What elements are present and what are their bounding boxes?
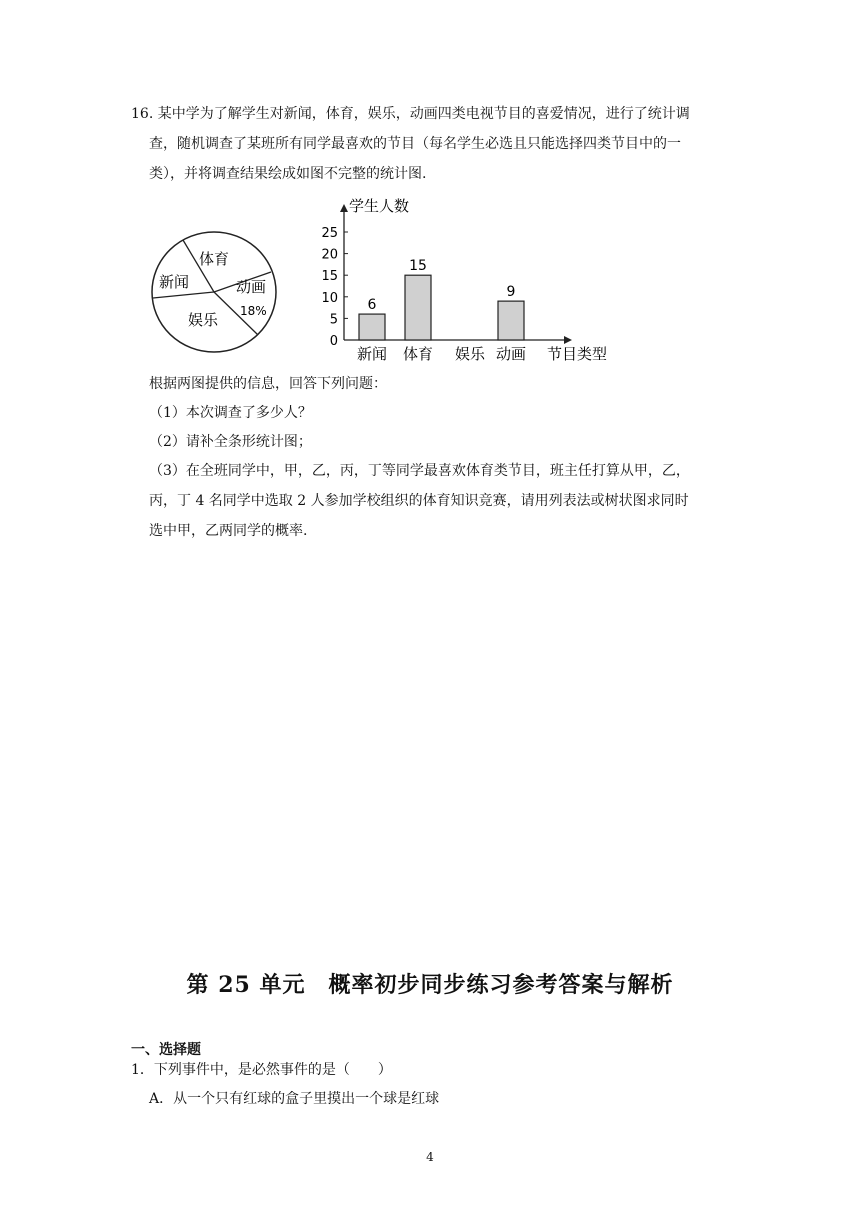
y-tick-label: 20 [321, 247, 338, 263]
pie-label-animation-percent: 18% [240, 304, 267, 318]
pie-label-entertainment: 娱乐 [188, 311, 219, 329]
x-axis-title: 节目类型 [546, 345, 608, 363]
pie-label-animation: 动画 [236, 278, 267, 296]
question16-line2: 查，随机调查了某班所有同学最喜欢的节目（每名学生必选且只能选择四类节目中的一 [149, 136, 681, 152]
question16-line3: 类），并将调查结果绘成如图不完整的统计图. [149, 166, 427, 182]
y-tick-label: 0 [329, 334, 338, 349]
bar-data-label: 9 [506, 284, 516, 301]
x-tick-label: 新闻 [356, 345, 388, 363]
question16-part2: （2）请补全条形统计图； [149, 434, 312, 450]
pie-label-sports: 体育 [199, 250, 230, 268]
answer-q1-option-a: A．从一个只有红球的盒子里摸出一个球是红球 [149, 1091, 440, 1107]
pie-label-news: 新闻 [159, 273, 190, 291]
y-axis-arrow [340, 204, 348, 212]
x-tick-label: 动画 [495, 345, 527, 363]
question16-line1: 16. 某中学为了解学生对新闻，体育，娱乐，动画四类电视节目的喜爱情况，进行了统计调 [131, 106, 690, 122]
question16-part3-line1: （3）在全班同学中，甲，乙，丙，丁等同学最喜欢体育类节目，班主任打算从甲，乙， [149, 463, 690, 479]
y-tick-label: 10 [321, 290, 338, 306]
bar-3 [498, 301, 524, 340]
x-tick-label: 体育 [402, 345, 434, 363]
bar-data-label: 15 [409, 258, 427, 275]
question16-part3-line3: 选中甲，乙两同学的概率. [149, 523, 308, 539]
section-heading-choice: 一、选择题 [131, 1042, 201, 1058]
y-axis-title: 学生人数 [349, 197, 410, 215]
y-tick-label: 15 [321, 269, 338, 285]
x-tick-label: 娱乐 [454, 345, 486, 363]
answer-q1-stem: 1．下列事件中，是必然事件的是（ ） [131, 1062, 392, 1078]
bar-chart [310, 192, 620, 364]
y-tick-label: 25 [321, 226, 338, 241]
question16-part1: （1）本次调查了多少人？ [149, 405, 312, 421]
pie-chart [148, 228, 284, 358]
question16-part3-line2: 丙，丁 4 名同学中选取 2 人参加学校组织的体育知识竞赛，请用列表法或树状图求同时 [149, 493, 689, 509]
page-number: 4 [426, 1150, 434, 1164]
x-axis-arrow [564, 336, 572, 344]
y-tick-label: 5 [329, 312, 338, 328]
answer-section-title: 第 25 单元 概率初步同步练习参考答案与解析 [186, 972, 674, 998]
bar-1 [405, 275, 431, 340]
bar-data-label: 6 [367, 297, 377, 314]
bar-0 [359, 314, 385, 340]
question16-intro: 根据两图提供的信息，回答下列问题： [149, 376, 387, 392]
